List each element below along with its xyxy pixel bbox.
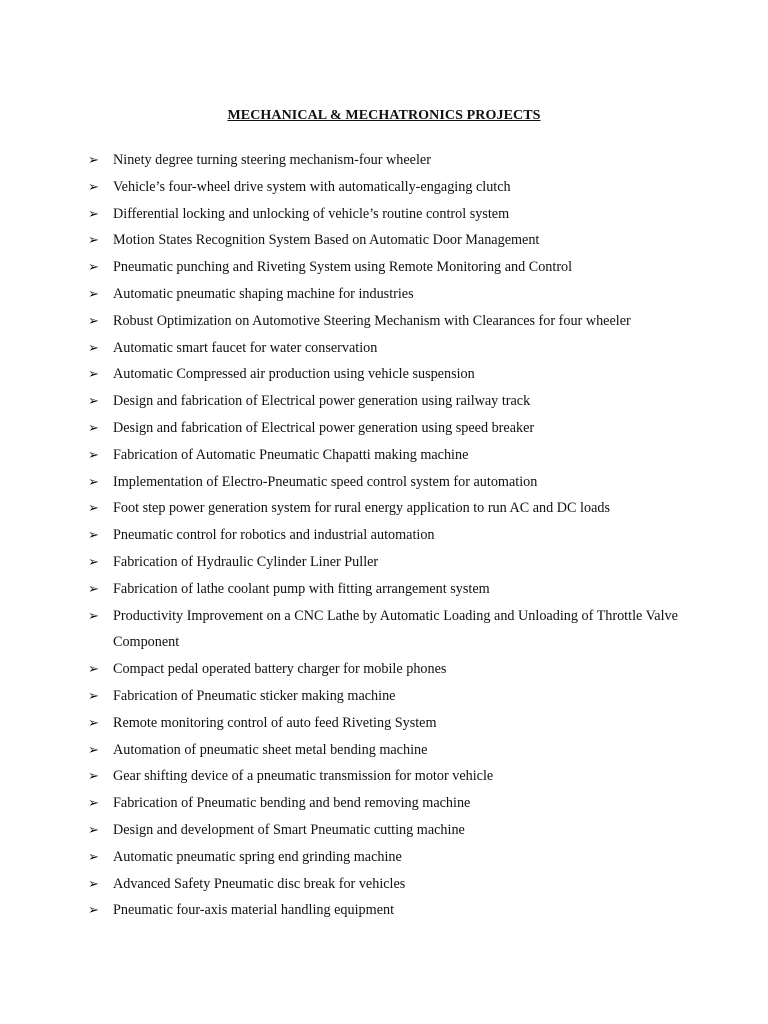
list-item: [88, 469, 708, 496]
list-item-text: Foot step power generation system for rural energy application to run AC and DC loads: [113, 500, 610, 517]
list-item: [88, 763, 708, 790]
arrow-bullet-icon: ➢: [88, 339, 99, 355]
arrow-bullet-icon: ➢: [88, 312, 99, 328]
list-item: [88, 790, 708, 817]
list-item: [88, 871, 708, 898]
list-item-text: Automatic pneumatic spring end grinding machine: [113, 848, 402, 865]
arrow-bullet-icon: ➢: [88, 178, 99, 194]
list-item: [88, 415, 708, 442]
list-item-text: Ninety degree turning steering mechanism-four wheeler: [113, 152, 431, 168]
list-item: [88, 897, 708, 924]
arrow-bullet-icon: ➢: [88, 366, 99, 382]
arrow-bullet-icon: ➢: [88, 152, 99, 167]
list-item-text: Differential locking and unlocking of vehicle’s routine control system: [113, 205, 510, 222]
list-item: [88, 656, 708, 683]
list-item-text: Pneumatic four-axis material handling equipment: [113, 902, 395, 919]
list-item: [88, 683, 708, 710]
list-item: [88, 442, 708, 469]
list-item: [88, 281, 708, 308]
arrow-bullet-icon: ➢: [88, 205, 99, 221]
list-item-text: Design and fabrication of Electrical power generation using railway track: [113, 393, 531, 410]
list-item-text: Automatic pneumatic shaping machine for industries: [113, 285, 414, 302]
list-item-text: Design and fabrication of Electrical power generation using speed breaker: [113, 419, 535, 436]
arrow-bullet-icon: ➢: [88, 527, 99, 543]
list-item: [88, 254, 708, 281]
arrow-bullet-icon: ➢: [88, 607, 99, 623]
arrow-bullet-icon: ➢: [88, 553, 99, 569]
page-title: MECHANICAL & MECHATRONICS PROJECTS: [227, 108, 541, 123]
arrow-bullet-icon: ➢: [88, 500, 99, 516]
arrow-bullet-icon: ➢: [88, 580, 99, 596]
arrow-bullet-icon: ➢: [88, 259, 99, 275]
list-item: [88, 147, 708, 174]
arrow-bullet-icon: ➢: [88, 687, 99, 703]
list-item-text: Compact pedal operated battery charger for mobile phones: [113, 661, 447, 678]
list-item-text: Vehicle’s four-wheel drive system with automatically-engaging clutch: [113, 178, 511, 195]
list-item: [88, 522, 708, 549]
list-item-text: Pneumatic punching and Riveting System using Remote Monitoring and Control: [113, 259, 573, 276]
list-item: [88, 388, 708, 415]
list-item-text: Remote monitoring control of auto feed Riveting System: [113, 714, 437, 731]
list-item-text: Automatic smart faucet for water conservation: [113, 339, 378, 356]
list-item-text: Fabrication of Pneumatic sticker making machine: [113, 687, 396, 704]
list-item: [88, 603, 708, 657]
list-item: [88, 844, 708, 871]
arrow-bullet-icon: ➢: [88, 902, 99, 918]
arrow-bullet-icon: ➢: [88, 741, 99, 757]
list-item-text: Pneumatic control for robotics and industrial automation: [113, 527, 435, 544]
list-item-text: Fabrication of Automatic Pneumatic Chapatti making machine: [113, 446, 469, 463]
list-item: [88, 308, 708, 335]
arrow-bullet-icon: ➢: [88, 232, 99, 248]
list-item: [88, 495, 708, 522]
list-item-text: Fabrication of Hydraulic Cylinder Liner Puller: [113, 553, 379, 570]
list-item-text: Productivity Improvement on a CNC Lathe by Automatic Loading and Unloading of Throttle Valve Component: [113, 607, 678, 651]
list-item-text: Automatic Compressed air production using vehicle suspension: [113, 366, 475, 383]
arrow-bullet-icon: ➢: [88, 875, 99, 891]
project-list: [88, 147, 708, 924]
list-item: [88, 549, 708, 576]
arrow-bullet-icon: ➢: [88, 393, 99, 409]
arrow-bullet-icon: ➢: [88, 768, 99, 784]
arrow-bullet-icon: ➢: [88, 821, 99, 837]
list-item: [88, 576, 708, 603]
list-item: [88, 201, 708, 228]
list-item-text: Fabrication of Pneumatic bending and bend removing machine: [113, 795, 471, 812]
list-item: [88, 710, 708, 737]
arrow-bullet-icon: ➢: [88, 661, 99, 677]
arrow-bullet-icon: ➢: [88, 848, 99, 864]
list-item-text: Advanced Safety Pneumatic disc break for vehicles: [113, 875, 406, 892]
arrow-bullet-icon: ➢: [88, 714, 99, 730]
arrow-bullet-icon: ➢: [88, 473, 99, 489]
arrow-bullet-icon: ➢: [88, 419, 99, 435]
list-item: [88, 174, 708, 201]
list-item-text: Fabrication of lathe coolant pump with fitting arrangement system: [113, 580, 490, 597]
list-item-text: Automation of pneumatic sheet metal bending machine: [113, 741, 428, 758]
list-item-text: Design and development of Smart Pneumatic cutting machine: [113, 821, 465, 838]
list-item-text: Implementation of Electro-Pneumatic speed control system for automation: [113, 473, 538, 490]
arrow-bullet-icon: ➢: [88, 285, 99, 301]
list-item: [88, 361, 708, 388]
list-item: [88, 737, 708, 764]
list-item: [88, 817, 708, 844]
arrow-bullet-icon: ➢: [88, 795, 99, 811]
list-item-text: Robust Optimization on Automotive Steering Mechanism with Clearances for four wheeler: [113, 312, 631, 329]
arrow-bullet-icon: ➢: [88, 446, 99, 462]
list-item-text: Motion States Recognition System Based on Automatic Door Management: [113, 232, 540, 249]
list-item: [88, 335, 708, 362]
list-item: [88, 227, 708, 254]
list-item-text: Gear shifting device of a pneumatic transmission for motor vehicle: [113, 768, 494, 785]
